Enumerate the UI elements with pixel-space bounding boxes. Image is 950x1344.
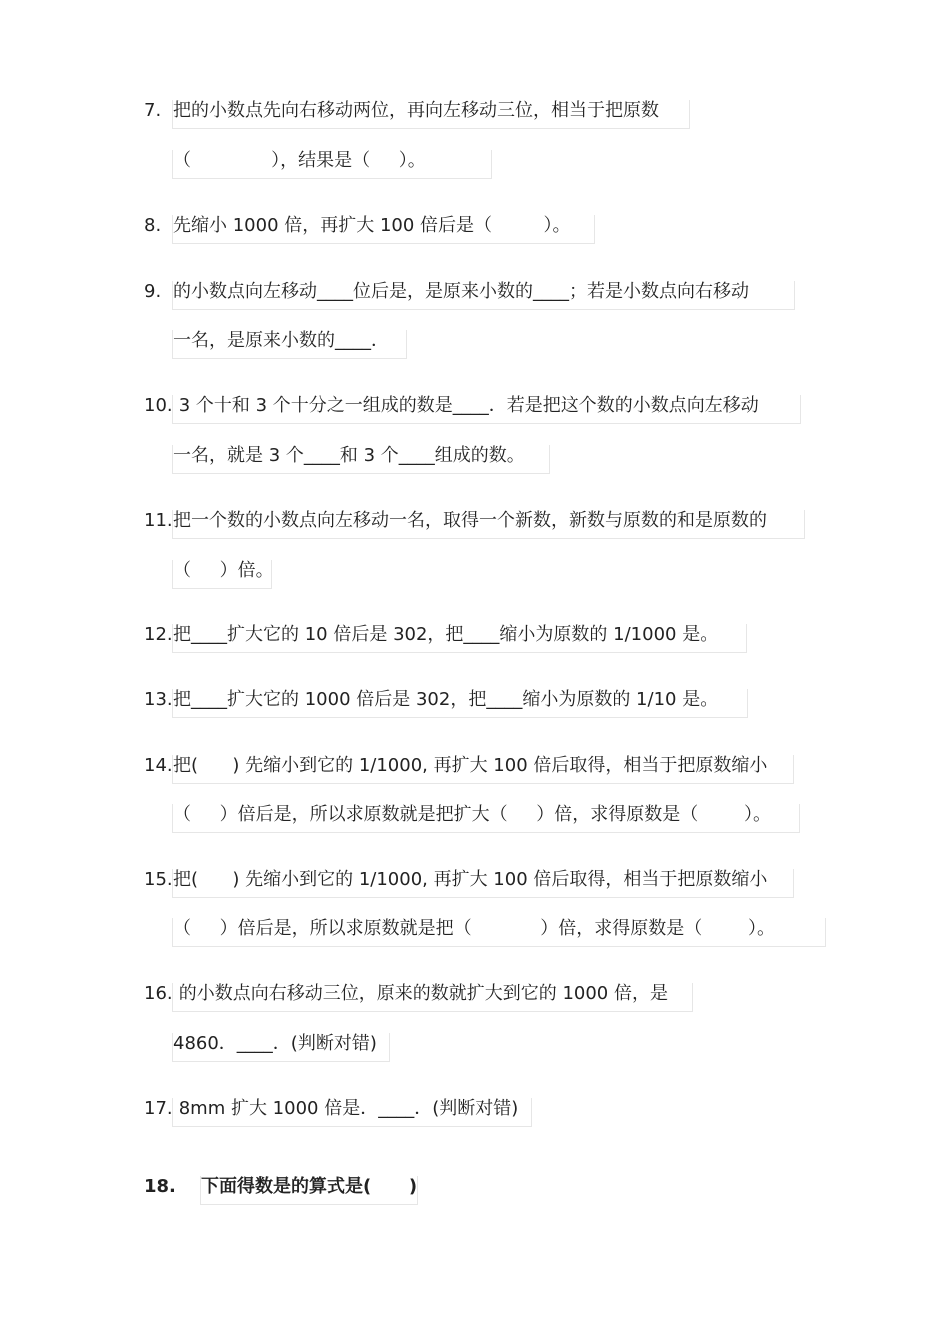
question-number: 16.	[144, 983, 173, 1004]
question-text-line: 8mm 扩大 1000 倍是．____．(判断对错)	[172, 1098, 532, 1127]
question-text-line: 把( ) 先缩小到它的 1/1000, 再扩大 100 倍后取得，相当于把原数缩小	[172, 869, 794, 898]
question-number: 13.	[144, 689, 173, 710]
question-text-line: 4860．____．(判断对错)	[172, 1033, 390, 1062]
question-number: 17.	[144, 1098, 173, 1119]
question-number: 14.	[144, 755, 173, 776]
question-number: 11.	[144, 510, 173, 531]
question-text-line: 把____扩大它的 10 倍后是 302，把____缩小为原数的 1/1000 是。	[172, 624, 747, 653]
question-text-line: 一名，是原来小数的____．	[172, 330, 407, 359]
question-number: 9.	[144, 281, 162, 302]
question-text-line: 把的小数点先向右移动两位，再向左移动三位，相当于把原数	[172, 100, 690, 129]
question-text-line: 一名，就是 3 个____和 3 个____组成的数。	[172, 445, 550, 474]
question-number: 12.	[144, 624, 173, 645]
question-text-line: 先缩小 1000 倍，再扩大 100 倍后是（ ）。	[172, 215, 595, 244]
question-number: 15.	[144, 869, 173, 890]
question-number: 7.	[144, 100, 162, 121]
question-text-line: 3 个十和 3 个十分之一组成的数是____．若是把这个数的小数点向左移动	[172, 395, 801, 424]
question-text-line: 把( ) 先缩小到它的 1/1000, 再扩大 100 倍后取得，相当于把原数缩小	[172, 755, 794, 784]
question-number: 10.	[144, 395, 173, 416]
question-text-line: （ ）倍后是，所以求原数就是把（ ）倍，求得原数是（ ）。	[172, 918, 826, 947]
question-number: 18.	[144, 1176, 176, 1197]
question-text-line: （ ）倍。	[172, 560, 272, 589]
question-text-line: 的小数点向左移动____位后是，是原来小数的____；若是小数点向右移动	[172, 281, 795, 310]
question-text-line: 的小数点向右移动三位，原来的数就扩大到它的 1000 倍，是	[172, 983, 693, 1012]
question-number: 8.	[144, 215, 162, 236]
question-text-line: 把____扩大它的 1000 倍后是 302，把____缩小为原数的 1/10 是。	[172, 689, 748, 718]
question-text-line: （ ）倍后是，所以求原数就是把扩大（ ）倍，求得原数是（ ）。	[172, 804, 800, 833]
question-text-line: （ ），结果是（ ）。	[172, 150, 492, 179]
question-text-line: 下面得数是的算式是( )	[200, 1176, 418, 1205]
question-text-line: 把一个数的小数点向左移动一名，取得一个新数，新数与原数的和是原数的	[172, 510, 805, 539]
